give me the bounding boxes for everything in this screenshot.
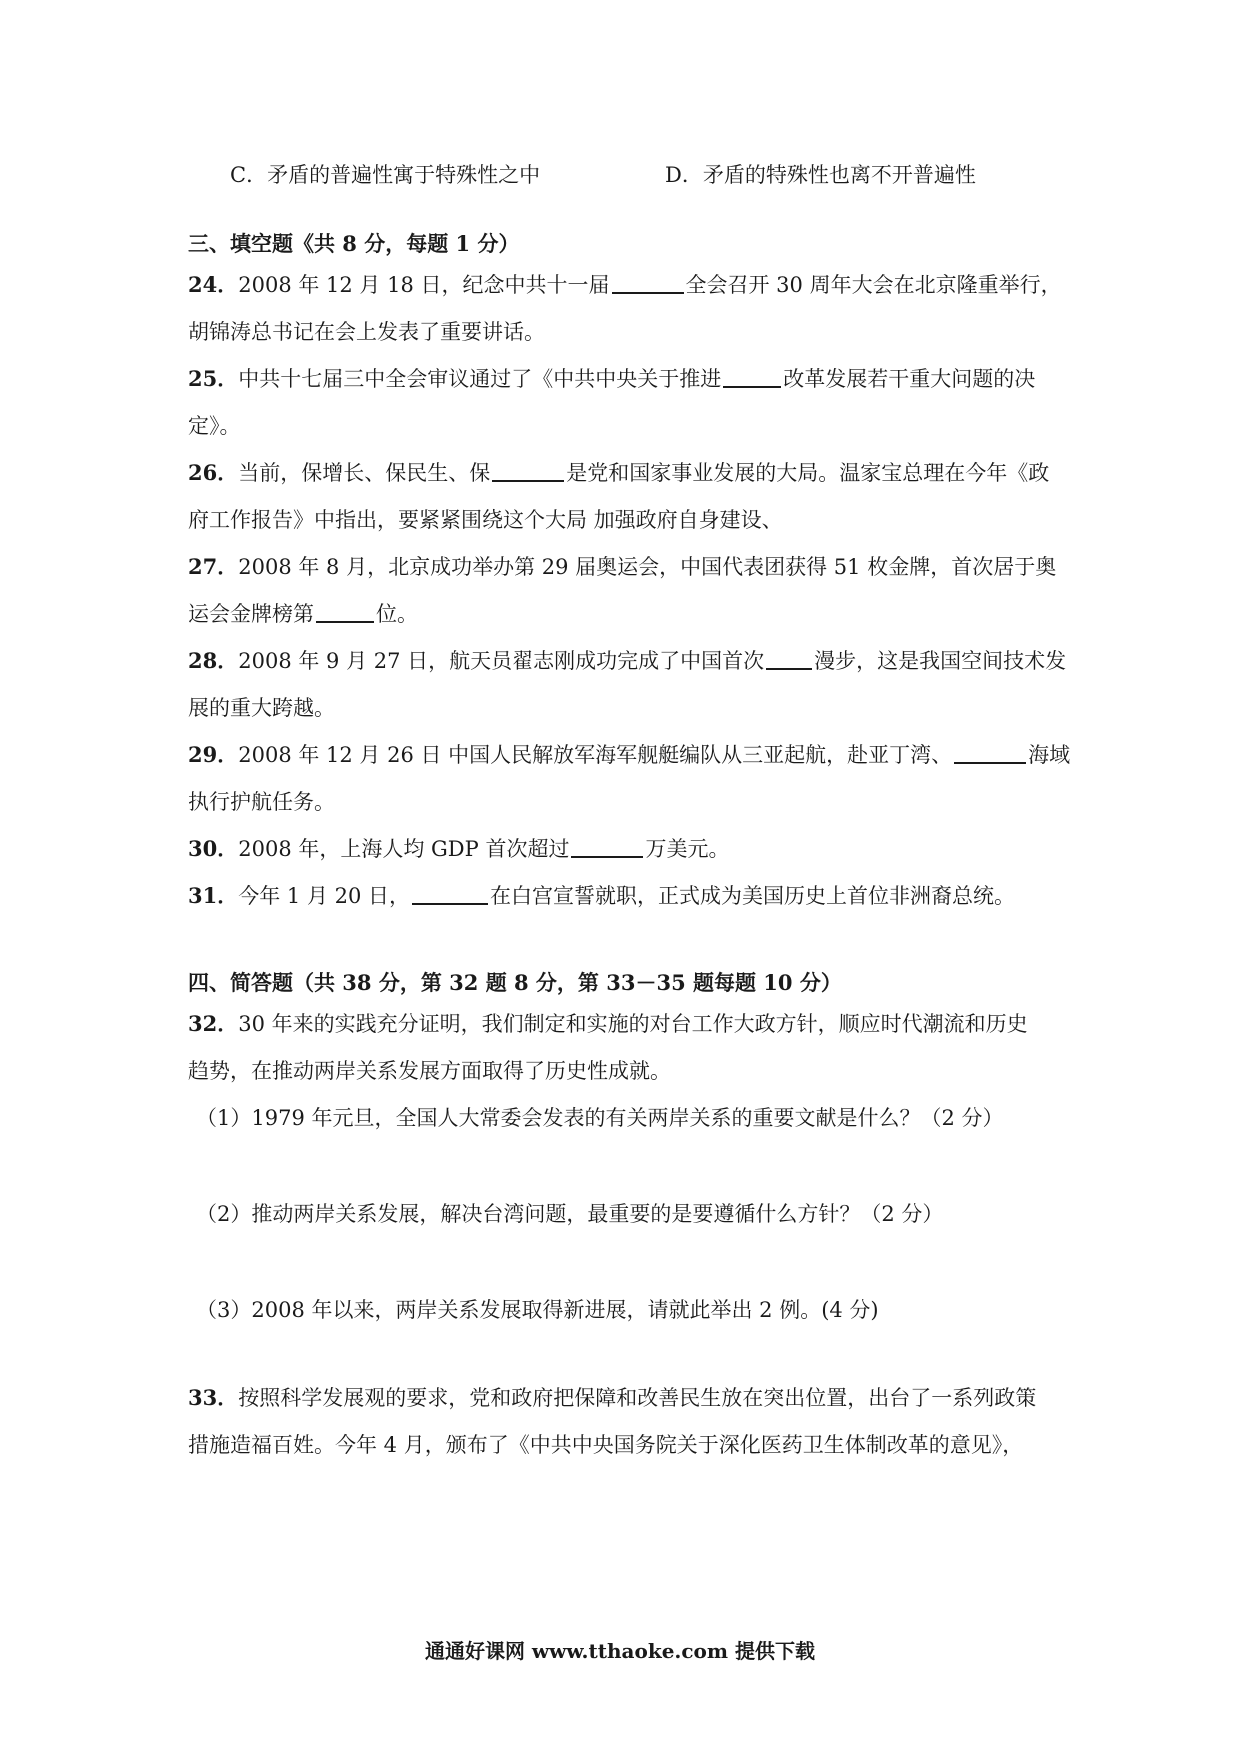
question-26-continued: 府工作报告》中指出，要紧紧围绕这个大局 加强政府自身建设、 [188,508,783,532]
question-32-part-1: （1）1979 年元旦，全国人大常委会发表的有关两岸关系的重要文献是什么？（2 分） [196,1106,1004,1130]
question-text: 2008 年 12 月 26 日 中国人民解放军海军舰艇编队从三亚起航，赴亚丁湾、 [238,743,953,767]
question-text: 万美元。 [645,837,730,861]
question-27-continued [188,599,418,629]
question-number: 26． [188,460,239,485]
question-number: 28． [188,648,239,673]
question-text: 是党和国家事业发展的大局。温家宝总理在今年《政 [566,461,1050,485]
question-text: 当前，保增长、保民生、保 [238,461,491,485]
question-text: 漫步，这是我国空间技术发 [814,649,1067,673]
answer-blank[interactable] [723,364,781,388]
question-28-continued: 展的重大跨越。 [188,696,335,720]
question-number: 27． [188,554,239,579]
question-33 [188,1383,1036,1413]
question-32-continued: 趋势，在推动两岸关系发展方面取得了历史性成就。 [188,1059,671,1083]
question-30 [188,834,729,864]
question-25-continued: 定》。 [188,414,241,438]
question-text: 今年 1 月 20 日， [238,884,411,908]
question-29-continued: 执行护航任务。 [188,790,335,814]
question-number: 32． [188,1011,239,1036]
section3-title: 三、填空题《共 8 分，每题 1 分） [188,231,520,256]
question-text: 位。 [376,602,418,626]
question-text: 在白宫宣誓就职，正式成为美国历史上首位非洲裔总统。 [490,884,1016,908]
footer-watermark: 通通好课网 www.tthaoke.com 提供下载 [424,1639,816,1663]
option-d: D．矛盾的特殊性也离不开普遍性 [665,163,976,187]
question-number: 24． [188,272,239,297]
question-33-continued: 措施造福百姓。今年 4 月，颁布了《中共中央国务院关于深化医药卫生体制改革的意见》， [188,1433,1024,1457]
question-32 [188,1009,1028,1039]
question-26 [188,458,1049,488]
question-number: 29． [188,742,239,767]
question-number: 33． [188,1385,239,1410]
question-text: 30 年来的实践充分证明，我们制定和实施的对台工作大政方针，顺应时代潮流和历史 [238,1012,1028,1036]
question-text: 2008 年 9 月 27 日，航天员翟志刚成功完成了中国首次 [238,649,765,673]
question-29 [188,740,1070,770]
answer-blank[interactable] [766,646,812,670]
answer-blank[interactable] [612,270,684,294]
question-text: 海域 [1028,743,1071,767]
question-28 [188,646,1066,676]
question-24 [188,270,1062,300]
question-32-part-2: （2）推动两岸关系发展，解决台湾问题，最重要的是要遵循什么方针？（2 分） [196,1202,944,1226]
question-number: 31． [188,883,239,908]
question-text: 2008 年 12 月 18 日，纪念中共十一届 [238,273,610,297]
question-25 [188,364,1035,394]
question-number: 30． [188,836,239,861]
question-32-part-3: （3）2008 年以来，两岸关系发展取得新进展，请就此举出 2 例。(4 分) [196,1298,879,1322]
question-text: 运会金牌榜第 [188,602,314,626]
question-text: 全会召开 30 周年大会在北京隆重举行， [685,273,1062,297]
answer-blank[interactable] [412,881,488,905]
question-text: 2008 年，上海人均 GDP 首次超过 [238,837,570,861]
answer-blank[interactable] [492,458,564,482]
question-text: 中共十七届三中全会审议通过了《中共中央关于推进 [238,367,722,391]
answer-blank[interactable] [954,740,1026,764]
question-text: 按照科学发展观的要求，党和政府把保障和改善民生放在突出位置，出台了一系列政策 [238,1386,1037,1410]
question-number: 25． [188,366,239,391]
question-text: 2008 年 8 月，北京成功举办第 29 届奥运会，中国代表团获得 51 枚金牌，首次居于奥 [238,555,1057,579]
answer-blank[interactable] [571,834,643,858]
question-text: 改革发展若干重大问题的决 [783,367,1036,391]
question-31 [188,881,1015,911]
question-24-continued: 胡锦涛总书记在会上发表了重要讲话。 [188,320,545,344]
answer-blank[interactable] [316,599,374,623]
section4-title: 四、简答题（共 38 分，第 32 题 8 分，第 33－35 题每题 10 分） [188,970,842,995]
option-c: C．矛盾的普遍性寓于特殊性之中 [230,163,541,187]
question-27 [188,552,1056,582]
